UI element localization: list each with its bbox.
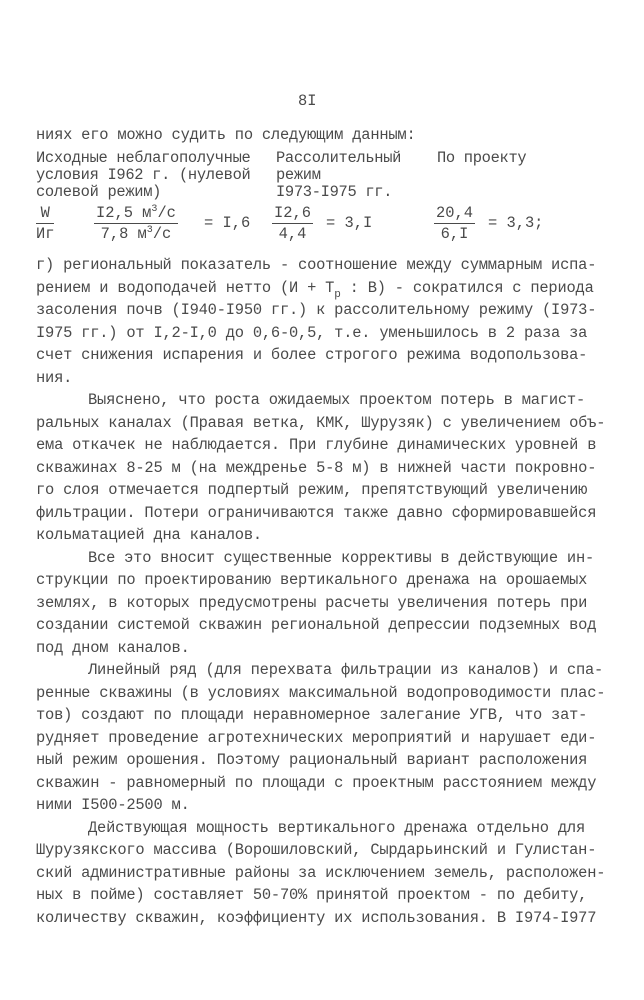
text-line: г) региональный показатель - соотношение между суммарным испа- (36, 256, 597, 274)
page-number: 8I (298, 92, 317, 110)
text-line: кольматацией дна каналов. (36, 526, 262, 544)
text-line: го слоя отмечается подпертый режим, препятствующий увеличению (36, 481, 588, 499)
header-line: По проекту (437, 149, 527, 167)
text-line: I975 гг.) от I,2-I,0 до 0,6-0,5, т.е. уменьшилось в 2 раза за (36, 323, 588, 342)
result-desalting: = 3,I (326, 214, 373, 232)
text-line: ный режим орошения. Поэтому рациональный вариант расположения (36, 751, 588, 769)
fraction-project: $\frac{20,4}{6,I}$ (436, 204, 473, 243)
text-line: засоления почв (I940-I950 гг.) к рассолительному режиму (I973- (36, 301, 597, 319)
text-line: создании системой скважин региональной депрессии подземных вод (36, 616, 597, 634)
column-header-desalting (276, 150, 401, 201)
text-line: скважин - равномерный по площади с проектным расстоянием между (36, 773, 597, 792)
text-line: ренные скважины (в условиях максимальной водопроводимости плас- (36, 683, 606, 702)
text-line: количеству скважин, коэффициенту их использования. В I974-I977 (36, 908, 597, 927)
text-line: Все это вносит существенные коррективы в действующие ин- (88, 548, 595, 567)
text-line: землях, в которых предусмотрены расчеты увеличения потерь при (36, 593, 588, 612)
header-line: солевой режим) (36, 183, 162, 201)
text-line: под дном каналов. (36, 638, 190, 657)
result-initial: = I,6 (204, 214, 251, 232)
text-line: скважинах 8-25 м (на междренье 5-8 м) в нижней части покровно- (36, 458, 597, 477)
text-line: ных в пойме) составляет 50-70% принятой проектом - по дебиту, (36, 886, 588, 904)
text-line: фильтрации. Потери ограничиваются также давно сформировавшейся (36, 503, 597, 522)
header-line: условия I962 г. (нулевой (36, 166, 251, 184)
text-line: ральных каналах (Правая ветка, КМК, Шурузяк) с увеличением объ- (36, 413, 606, 432)
header-line: Исходные неблагополучные (36, 149, 251, 167)
text-line: рением и водоподачей нетто ($И + Т_р$ : В) - сократился с периода (36, 278, 594, 301)
header-line: режим (276, 166, 321, 184)
text-line: струкции по проектированию вертикального дренажа на орошаемых (36, 571, 588, 589)
text-line: ский административные районы за исключением земель, расположен- (36, 863, 606, 882)
column-header-project (437, 150, 526, 167)
text-line: ния. (36, 368, 73, 387)
fraction-initial: I2,5 $м^3/с$ 7,8 $м^3/с$ (96, 204, 176, 243)
result-project: = 3,3; (488, 214, 544, 232)
text-line: Линейный ряд (для перехвата фильтрации из каналов) и спа- (88, 661, 604, 679)
text-line: Шурузякского массива (Ворошиловский, Сырдарьинский и Гулистан- (36, 841, 597, 859)
header-line: I973-I975 гг. (276, 183, 393, 201)
text-line: ема откачек не наблюдается. При глубине динамических уровней в (36, 436, 597, 454)
column-header-initial (36, 150, 250, 201)
intro-line: ниях его можно судить по следующим данным: (36, 126, 416, 144)
header-line: Рассолительный (276, 149, 402, 167)
text-line: тов) создают по площади неравномерное залегание УГВ, что зат- (36, 706, 588, 724)
text-line: Действующая мощность вертикального дренажа отдельно для (88, 818, 585, 837)
text-line: рудняет проведение агротехнических мероприятий и нарушает еди- (36, 728, 597, 747)
text-line: Выяснено, что роста ожидаемых проектом потерь в магист- (88, 391, 585, 409)
text-line: ними I500-2500 м. (36, 796, 190, 814)
fraction-desalting: $\frac{I2,6}{4,4}$ (274, 204, 311, 243)
text-line: счет снижения испарения и более строгого режима водопользова- (36, 346, 588, 364)
ratio-label: W Иг (36, 204, 55, 243)
